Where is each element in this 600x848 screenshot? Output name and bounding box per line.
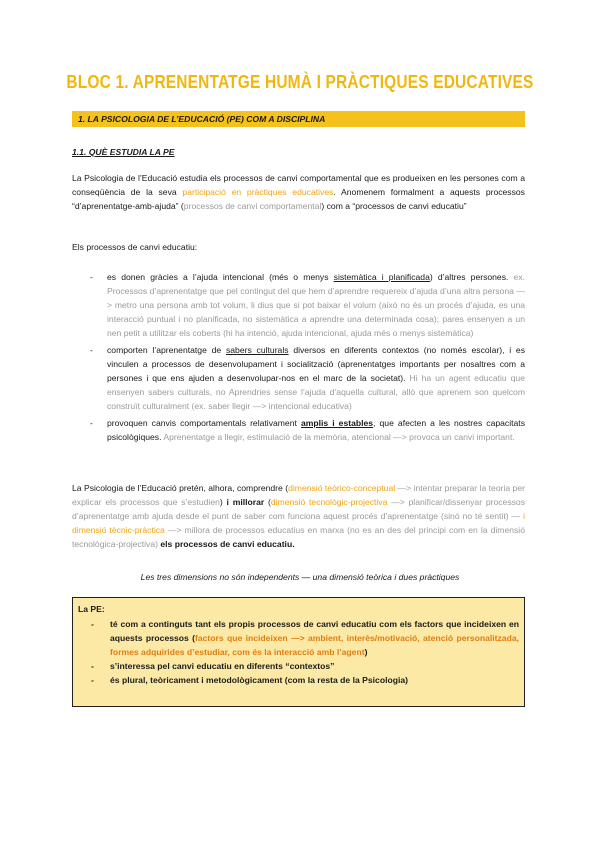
section-heading: 1. LA PSICOLOGIA DE L’EDUCACIÓ (PE) COM A DISCIPLINA xyxy=(72,111,525,127)
summary-item: - és plural, teòricament i metodològicament (com la resta de la Psicologia) xyxy=(91,675,408,685)
list-item: - comporten l’aprenentatge de sabers culturals diversos en diferents contextos (no només escolar), i es vinculen a processos de desenvolupament i socialització (aprenentatges importants per nosaltres com a persones i que ens ajuden a desenvolupar-nos en el marc de la societat). Hi ha un agent educatiu que ensenyen sabers culturals, no Aprendries sense l’ajuda d’aquella cultural, allò que aprenem son quelcom construït culturalment (ex. saber llegir —> intencional educativa) xyxy=(90,345,525,411)
process-list xyxy=(90,270,525,447)
list-item: - es donen gràcies a l’ajuda intencional (més o menys sistemàtica i planificada) d’altres persones. ex. Processos d’aprenentatge que pel contingut del que hem d’aprendre requereix d’ajuda d’una altra persona —> metro una persona amb tot volum, li dius que si pot baixar el volum (això no és un procés d’ajuda, es una interacció puntual i no planificada, no sistemàtica a aprendre una determinada cosa); pares ensenyen a un nen petit a utilitzar els coberts (hi ha intenció, ajuda intencional, ajuda més o menys sistemàtica) xyxy=(90,272,525,338)
intro-paragraph: La Psicologia de l’Educació estudia els processos de canvi comportamental que es produeixen en les persones com a conseqüència de la seva participació en pràctiques educatives. Anomenem formalment a aquests processos “d’aprenentatge-amb-ajuda” (processos de canvi comportamental) com a “processos de canvi educatiu” xyxy=(72,173,525,211)
list-item: - provoquen canvis comportamentals relativament amplis i estables, que afecten a les nostres capacitats psicològiques. Aprenentatge a llegir, estimulació de la memòria, atencional —> provoca un canvi important. xyxy=(90,418,525,442)
summary-item: - té com a continguts tant els propis processos de canvi educatiu com els factors que incideixen en aquests processos (factors que incideixen —> ambient, interès/motivació, atenció personalitzada, formes adquirides d’estudiar, com és la interacció amb l’agent) xyxy=(91,619,520,657)
subsection-heading: 1.1. QUÈ ESTUDIA LA PE xyxy=(72,147,175,157)
document-title: BLOC 1. APRENENTATGE HUMÀ I PRÀCTIQUES EDUCATIVES xyxy=(66,72,534,92)
summary-box xyxy=(72,597,525,707)
list-intro: Els processos de canvi educatiu: xyxy=(72,242,198,252)
dimensions-note: Les tres dimensions no són independents — una dimensió teòrica i dues pràctiques xyxy=(140,572,460,582)
dimensions-paragraph: La Psicologia de l’Educació pretén, alhora, comprendre (dimensió teòrico-conceptual —> intentar preparar la teoria per explicar els processos que s’estudien) i millorar (dimensió tecnològic-projectiva —> planificar/dissenyar processos d’aprenentatge amb ajuda desde el punt de saber com funciona aquest procés d’aprenentatge (sinó no té sentit) — i dimensió tècnic-pràctica —> millora de processos educatius en marxa (no es an des del principi com en la dimensió tecnològica-projectiva) els processos de canvi educatiu. xyxy=(72,483,526,549)
summary-item: - s’interessa pel canvi educatiu en diferents “contextos” xyxy=(91,661,335,671)
summary-label: La PE: xyxy=(78,604,105,614)
summary-list xyxy=(78,617,519,687)
